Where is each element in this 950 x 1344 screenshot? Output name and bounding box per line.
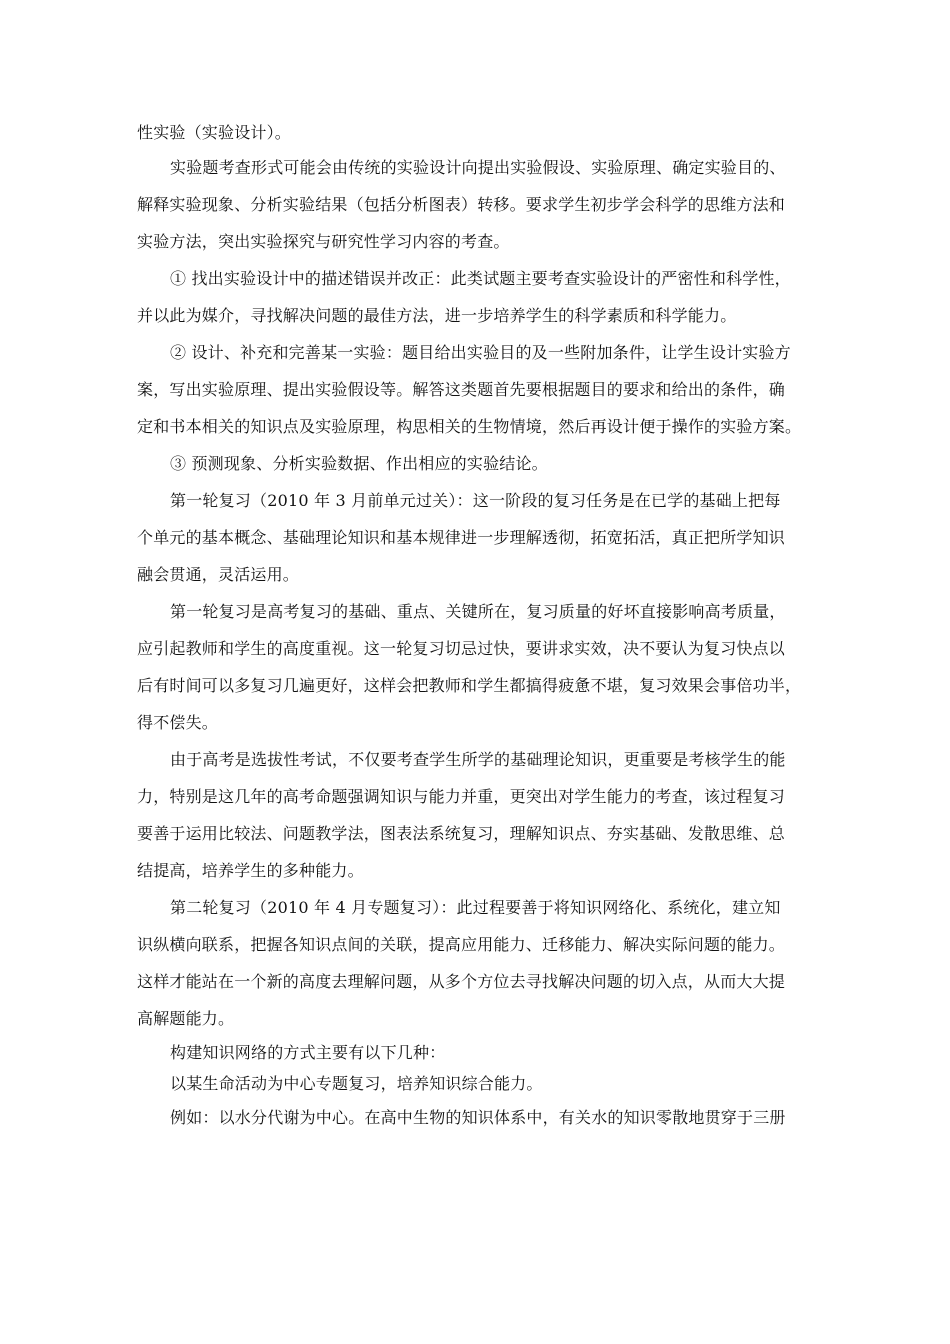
text-line: 要善于运用比较法、问题教学法，图表法系统复习，理解知识点、夯实基础、发散思维、总 [137,824,786,843]
text-line: 力，特别是这几年的高考命题强调知识与能力并重，更突出对学生能力的考查，该过程复习 [137,787,786,806]
text-line: 个单元的基本概念、基础理论知识和基本规律进一步理解透彻，拓宽拓活，真正把所学知识 [137,528,786,547]
text-line: 结提高，培养学生的多种能力。 [137,861,364,880]
paragraph-line: ③ 预测现象、分析实验数据、作出相应的实验结论。 [170,454,548,473]
paragraph-line: 例如：以水分代谢为中心。在高中生物的知识体系中，有关水的知识零散地贯穿于三册 [170,1108,786,1127]
text-line: 这样才能站在一个新的高度去理解问题，从多个方位去寻找解决问题的切入点，从而大大提 [137,972,786,991]
text-line: 高解题能力。 [137,1009,235,1028]
paragraph-line: 实验题考查形式可能会由传统的实验设计向提出实验假设、实验原理、确定实验目的、 [170,158,786,177]
paragraph-line: 第二轮复习（2010 年 4 月专题复习）：此过程要善于将知识网络化、系统化，建立知 [170,898,781,917]
text-line: 融会贯通，灵活运用。 [137,565,300,584]
document-body [137,116,827,1136]
text-line: 识纵横向联系，把握各知识点间的关联，提高应用能力、迁移能力、解决实际问题的能力。 [137,935,786,954]
paragraph-line: ② 设计、补充和完善某一实验：题目给出实验目的及一些附加条件，让学生设计实验方 [170,343,791,362]
text-line: 定和书本相关的知识点及实验原理，构思相关的生物情境，然后再设计便于操作的实验方案。 [137,417,802,436]
paragraph-line: ① 找出实验设计中的描述错误并改正：此类试题主要考查实验设计的严密性和科学性， [170,269,791,288]
text-line: 实验方法，突出实验探究与研究性学习内容的考查。 [137,232,510,251]
text-line: 后有时间可以多复习几遍更好，这样会把教师和学生都搞得疲惫不堪，复习效果会事倍功半， [137,676,802,695]
text-line: 并以此为媒介，寻找解决问题的最佳方法，进一步培养学生的科学素质和科学能力。 [137,306,737,325]
paragraph-line: 构建知识网络的方式主要有以下几种： [170,1043,446,1062]
paragraph-line: 由于高考是选拔性考试，不仅要考查学生所学的基础理论知识，更重要是考核学生的能 [170,750,786,769]
text-line: 得不偿失。 [137,713,219,732]
paragraph-line: 以某生命活动为中心专题复习，培养知识综合能力。 [170,1074,543,1093]
text-line: 应引起教师和学生的高度重视。这一轮复习切忌过快，要讲求实效，决不要认为复习快点以 [137,639,786,658]
paragraph-line: 第一轮复习是高考复习的基础、重点、关键所在，复习质量的好坏直接影响高考质量， [170,602,786,621]
text-line: 案，写出实验原理、提出实验假设等。解答这类题首先要根据题目的要求和给出的条件，确 [137,380,786,399]
paragraph-line: 第一轮复习（2010 年 3 月前单元过关）：这一阶段的复习任务是在已学的基础上把每 [170,491,781,510]
text-line: 解释实验现象、分析实验结果（包括分析图表）转移。要求学生初步学会科学的思维方法和 [137,195,786,214]
text-line: 性实验（实验设计）。 [137,123,292,142]
